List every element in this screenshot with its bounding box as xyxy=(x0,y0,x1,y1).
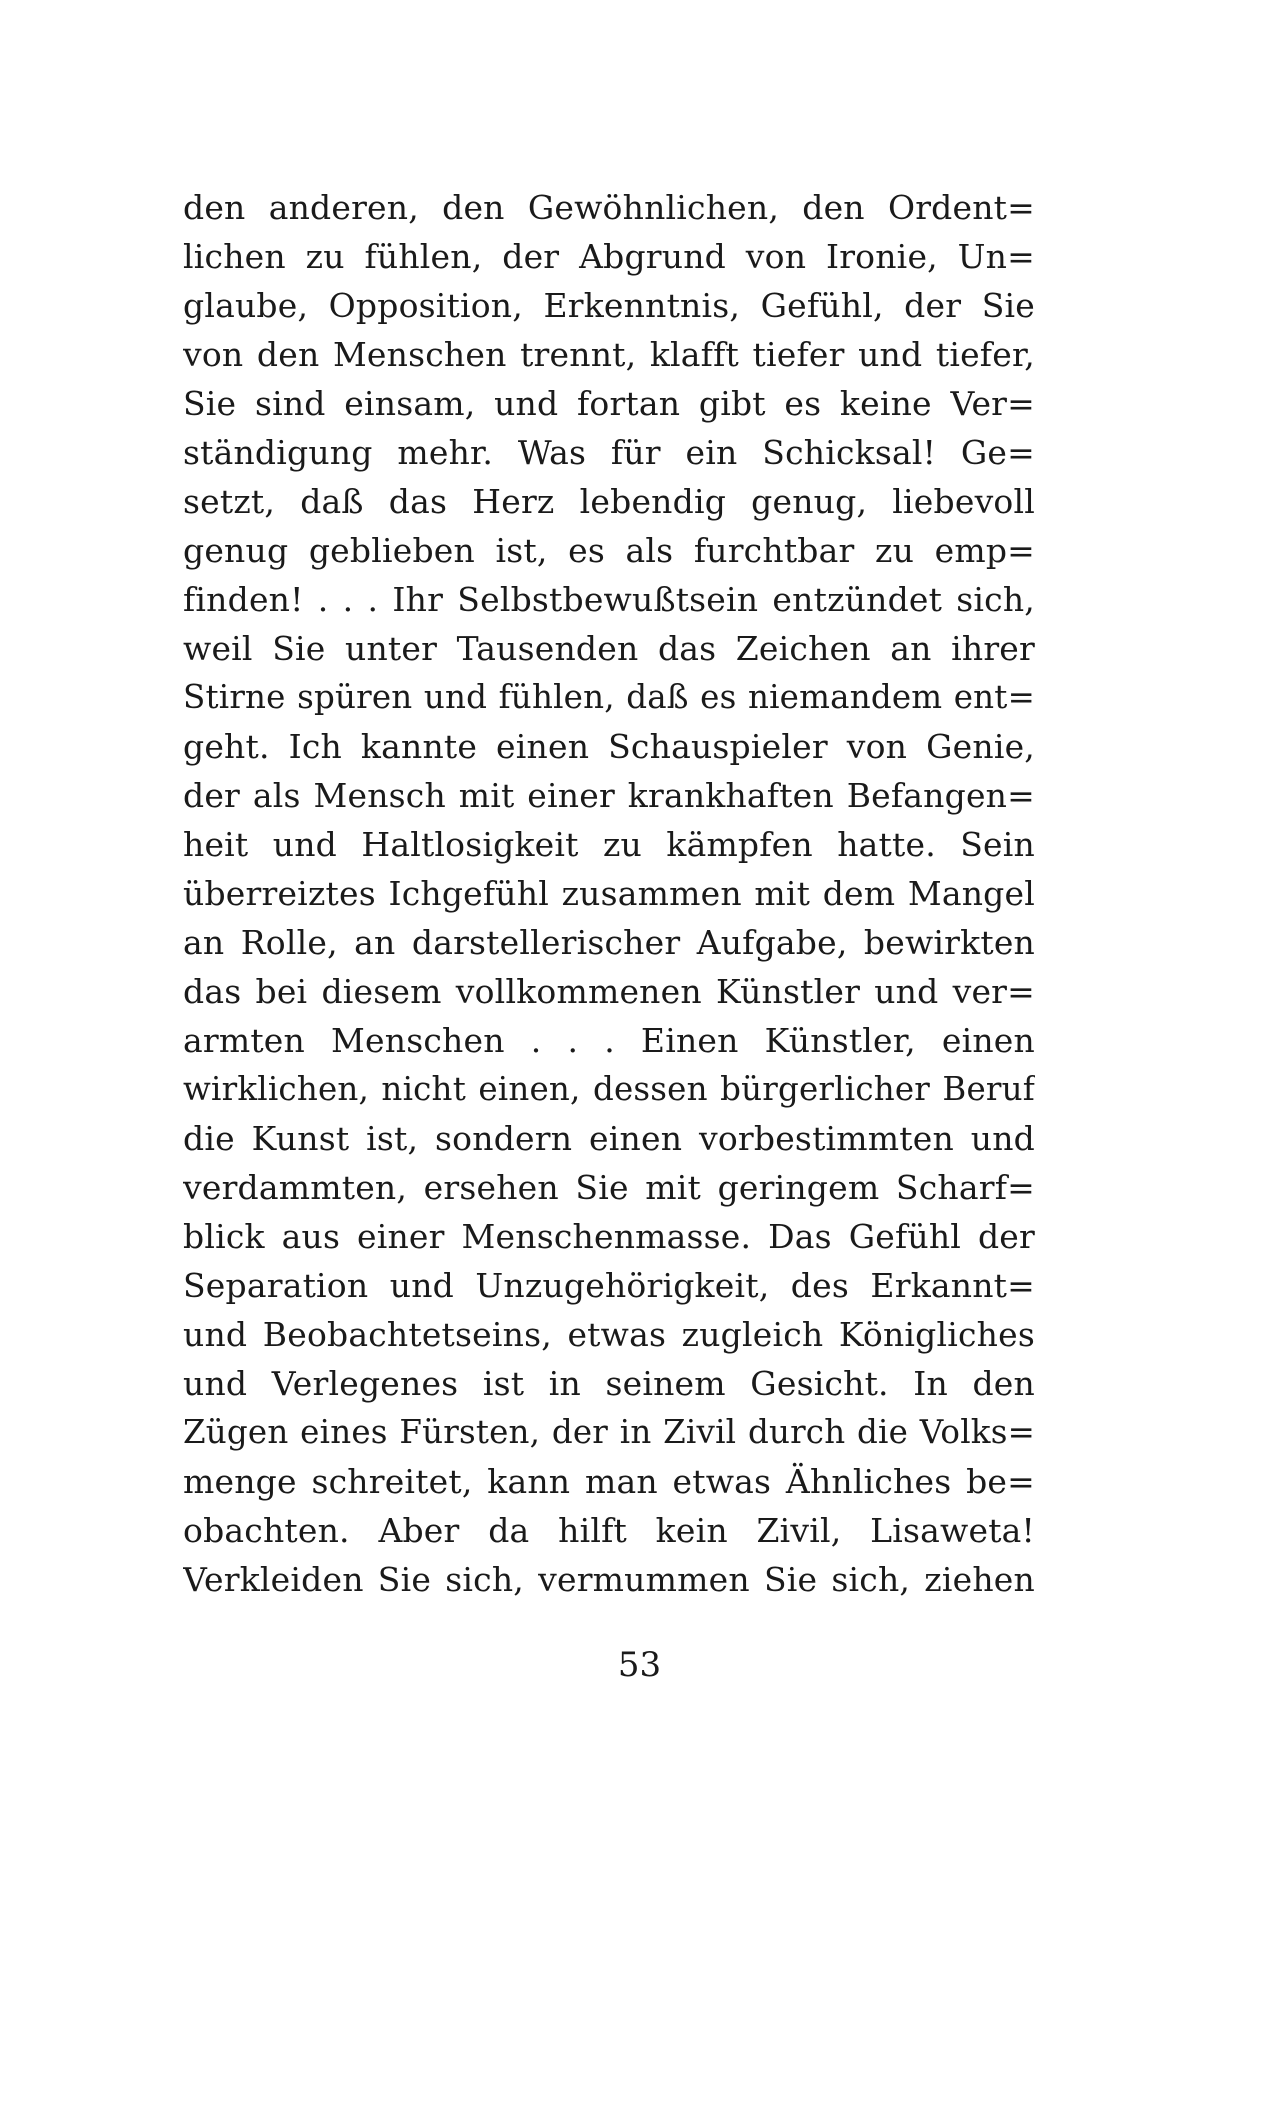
text-line: wirklichen, nicht einen, dessen bürgerlicher Beruf xyxy=(183,1070,1035,1108)
text-line: den anderen, den Gewöhnlichen, den Ordent= xyxy=(183,188,1035,227)
text-line: der als Mensch mit einer krankhaften Befangen= xyxy=(183,776,1035,815)
text-line: das bei diesem vollkommenen Künstler und ver= xyxy=(183,972,1035,1011)
text-line: finden! . . . Ihr Selbstbewußtsein entzündet sich, xyxy=(183,580,1035,619)
text-line: die Kunst ist, sondern einen vorbestimmten und xyxy=(183,1119,1035,1158)
text-line: obachten. Aber da hilft kein Zivil, Lisaweta! xyxy=(183,1511,1035,1550)
text-line: genug geblieben ist, es als furchtbar zu emp= xyxy=(183,531,1035,570)
text-line: verdammten, ersehen Sie mit geringem Scharf= xyxy=(183,1168,1035,1207)
text-line: menge schreitet, kann man etwas Ähnliches be= xyxy=(183,1462,1035,1501)
text-line: geht. Ich kannte einen Schauspieler von Genie, xyxy=(183,727,1035,766)
text-line: und Verlegenes ist in seinem Gesicht. In den xyxy=(183,1364,1035,1403)
text-line: Stirne spüren und fühlen, daß es niemandem ent= xyxy=(183,678,1035,716)
text-line: Sie sind einsam, und fortan gibt es keine Ver= xyxy=(183,384,1035,423)
text-line: lichen zu fühlen, der Abgrund von Ironie, Un= xyxy=(183,237,1035,276)
text-line: Zügen eines Fürsten, der in Zivil durch die Volks= xyxy=(183,1413,1035,1451)
text-line: Verkleiden Sie sich, vermummen Sie sich, ziehen xyxy=(183,1560,1035,1599)
text-line: überreiztes Ichgefühl zusammen mit dem Mangel xyxy=(183,874,1035,913)
body-text xyxy=(183,183,1035,1604)
text-line: Separation und Unzugehörigkeit, des Erkannt= xyxy=(183,1266,1035,1305)
text-line: an Rolle, an darstellerischer Aufgabe, bewirkten xyxy=(183,923,1035,962)
text-line: setzt, daß das Herz lebendig genug, liebevoll xyxy=(183,482,1035,521)
text-line: armten Menschen . . . Einen Künstler, einen xyxy=(183,1021,1035,1060)
text-line: und Beobachtetseins, etwas zugleich Königliches xyxy=(183,1315,1035,1354)
text-line: von den Menschen trennt, klafft tiefer und tiefer, xyxy=(183,335,1035,374)
text-line: glaube, Opposition, Erkenntnis, Gefühl, der Sie xyxy=(183,286,1035,325)
text-line: ständigung mehr. Was für ein Schicksal! Ge= xyxy=(183,433,1035,472)
text-line: weil Sie unter Tausenden das Zeichen an ihrer xyxy=(183,629,1035,668)
text-line: heit und Haltlosigkeit zu kämpfen hatte. Sein xyxy=(183,825,1035,864)
text-line: blick aus einer Menschenmasse. Das Gefühl der xyxy=(183,1217,1035,1256)
page-number: 53 xyxy=(617,1645,662,1685)
